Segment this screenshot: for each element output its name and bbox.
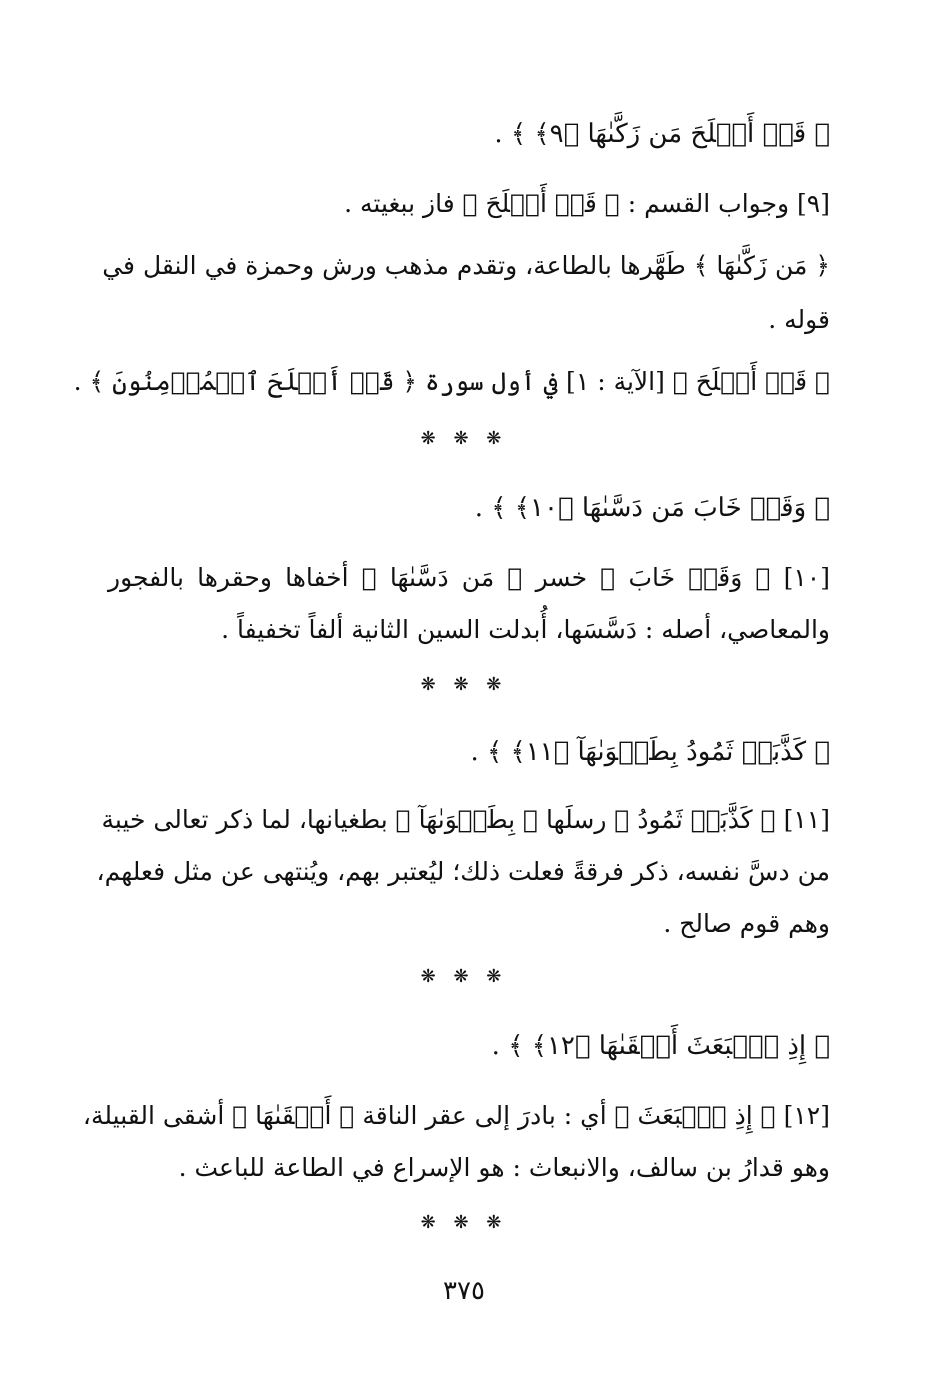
commentary-10: [١٠] ﴿ وَقَدۡ خَابَ ﴾ خسر ﴿ مَن دَسَّىٰهَا ﴾ أخفاها وحقرها بالفجور xyxy=(108,563,830,592)
verse-10: ﴿ وَقَدۡ خَابَ مَن دَسَّىٰهَا ﴿١٠﴾ ﴾ . xyxy=(474,493,830,523)
verse-12: ﴿ إِذِ ٱنۢبَعَثَ أَشۡقَىٰهَا ﴿١٢﴾ ﴾ . xyxy=(491,1031,830,1061)
section-separator: ❋ ❋ ❋ xyxy=(420,428,508,449)
section-separator: ❋ ❋ ❋ xyxy=(420,674,508,695)
commentary-9: [٩] وجواب القسم : ﴿ قَدۡ أَفۡلَحَ ﴾ فاز ببغيته . xyxy=(344,189,830,218)
commentary-line: والمعاصي، أصله : دَسَّسَها، أُبدلت السين الثانية ألفاً تخفيفاً . xyxy=(221,615,830,644)
page-number: ٣٧٥ xyxy=(443,1276,485,1306)
verse-9: ﴿ قَدۡ أَفۡلَحَ مَن زَكَّىٰهَا ﴿٩﴾ ﴾ . xyxy=(494,119,830,149)
commentary-line: ﴿ قَدۡ أَفۡلَحَ ﴾ [الآية : ١] في أول سورة ﴿ قَدۡ أَفۡلَحَ ٱلۡمُؤۡمِنُونَ ﴾ . xyxy=(73,367,830,396)
verse-11: ﴿ كَذَّبَتۡ ثَمُودُ بِطَغۡوَىٰهَآ ﴿١١﴾ ﴾ . xyxy=(470,737,830,767)
commentary-line: من دسَّ نفسه، ذكر فرقةً فعلت ذلك؛ ليُعتبر بهم، ويُنتهى عن مثل فعلهم، xyxy=(96,857,830,886)
section-separator: ❋ ❋ ❋ xyxy=(420,966,508,987)
commentary-line: قوله . xyxy=(768,305,830,334)
commentary-line: وهو قدارُ بن سالف، والانبعاث : هو الإسراع في الطاعة للباعث . xyxy=(178,1153,830,1182)
section-separator: ❋ ❋ ❋ xyxy=(420,1212,508,1233)
commentary-11: [١١] ﴿ كَذَّبَتۡ ثَمُودُ ﴾ رسلَها ﴿ بِطَغۡوَىٰهَآ ﴾ بطغيانها، لما ذكر تعالى خيبة xyxy=(101,805,830,834)
commentary-line: ﴿ مَن زَكَّىٰهَا ﴾ طَهَّرها بالطاعة، وتقدم مذهب ورش وحمزة في النقل في xyxy=(102,251,830,280)
commentary-12: [١٢] ﴿ إِذِ ٱنۢبَعَثَ ﴾ أي : بادرَ إلى عقر الناقة ﴿ أَشۡقَىٰهَا ﴾ أشقى القبيلة، xyxy=(82,1101,830,1130)
commentary-line: وهم قوم صالح . xyxy=(663,909,830,938)
